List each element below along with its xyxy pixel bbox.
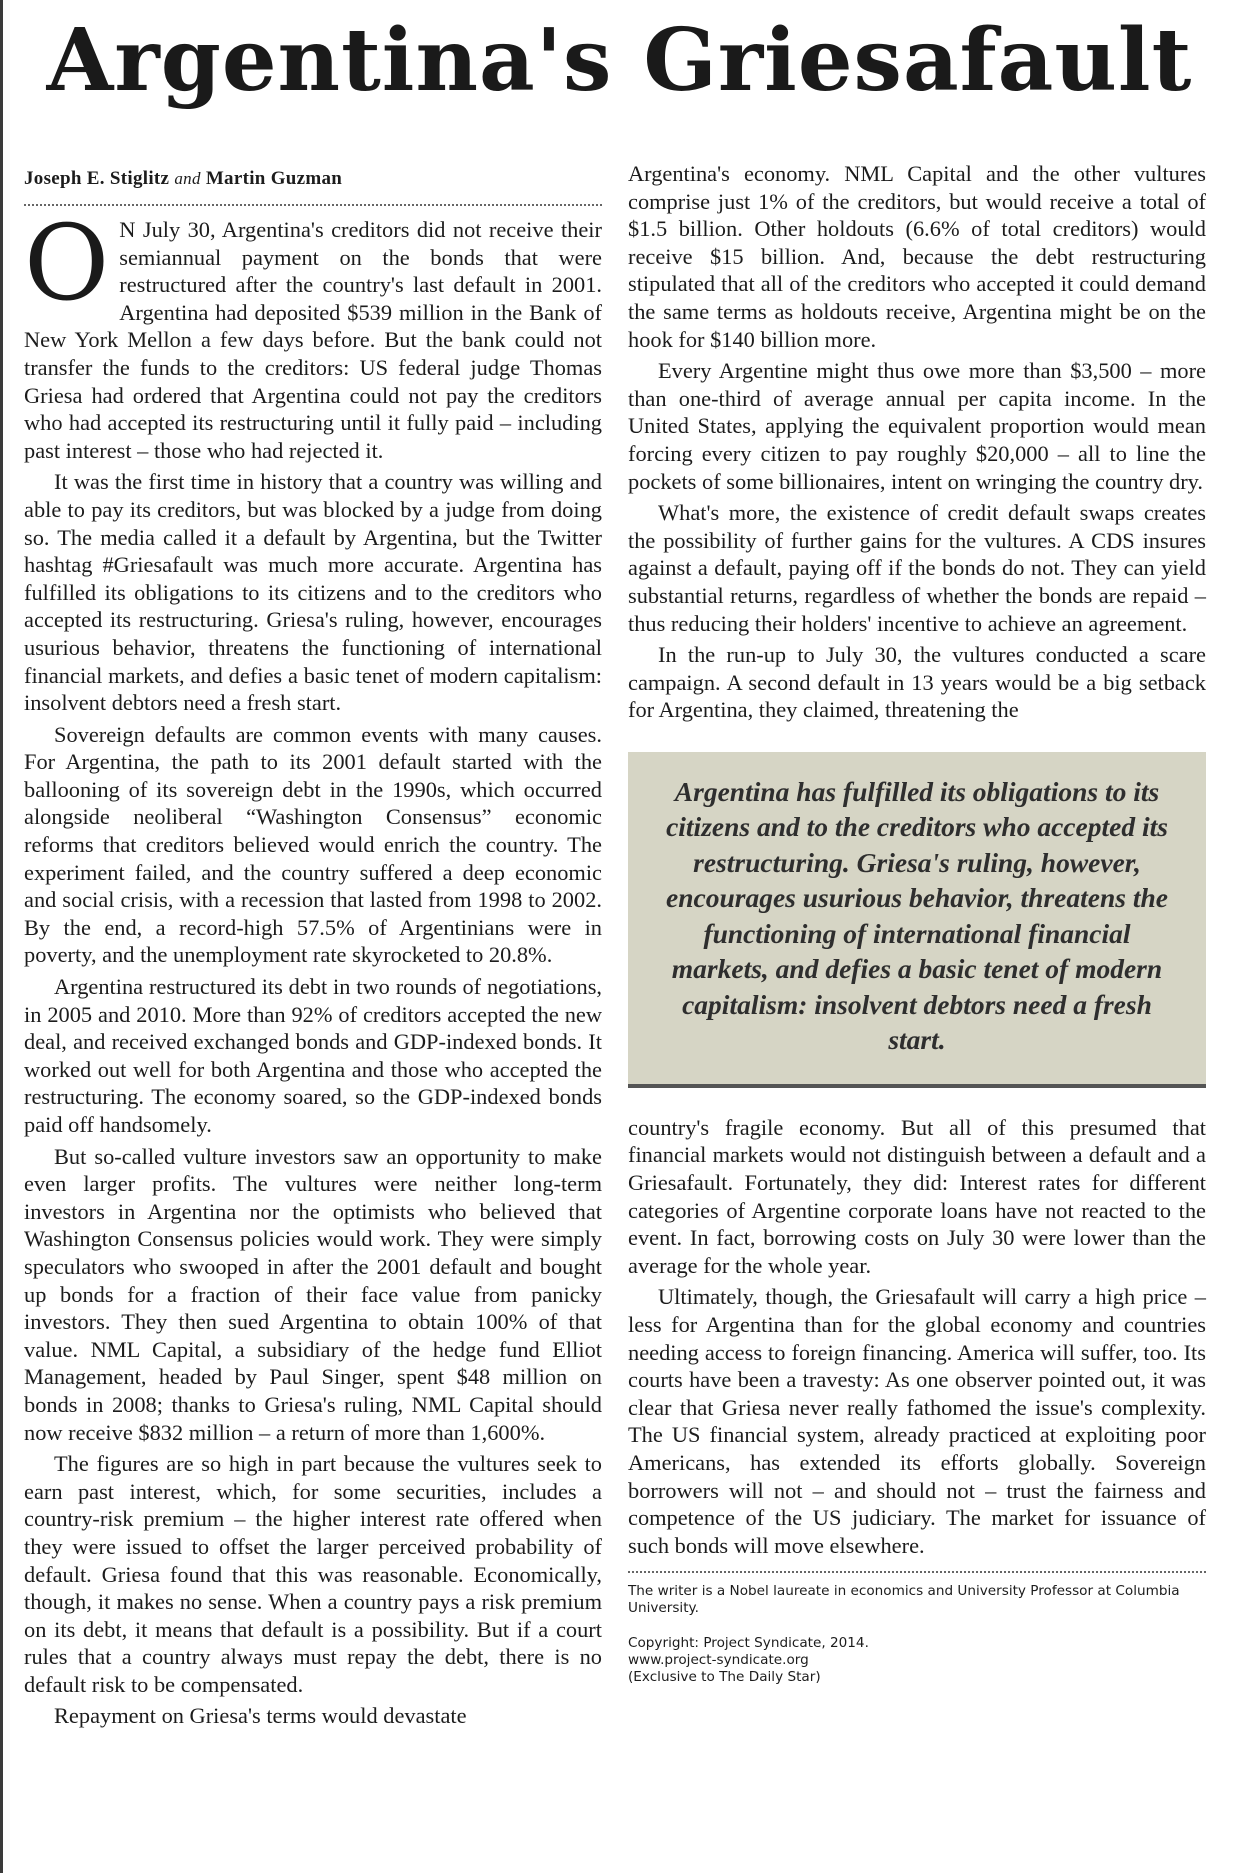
page-left-rule	[0, 0, 3, 1873]
byline-divider	[24, 204, 602, 206]
article-paragraph: country's fragile economy. But all of this presumed that financial markets would not distinguish between a default and a Griesafault. Fortunately, they did: Interest rates for different categories of Argentine corporate loans have not reacted to the event. In fact, borrowing costs on July 30 were lower than the average for the whole year.	[628, 1114, 1206, 1278]
exclusive-note: (Exclusive to The Daily Star)	[628, 1669, 821, 1686]
byline	[24, 166, 602, 192]
writer-note: The writer is a Nobel laureate in economics and University Professor at Columbia University.	[628, 1583, 1180, 1617]
article-paragraph: Argentina's economy. NML Capital and the other vultures comprise just 1% of the creditors, but would receive a total of $1.5 billion. Other holdouts (6.6% of total creditors) would receive $15 billion. And, because the debt restructuring stipulated that all of the creditors who accepted it could demand the same terms as holdouts receive, Argentina might be on the hook for $140 billion more.	[628, 161, 1206, 352]
article-paragraph: It was the first time in history that a country was willing and able to pay its creditors, but was blocked by a judge from doing so. The media called it a default by Argentina, but the Twitter hashtag #Griesafault was much more accurate. Argentina has fulfilled its obligations to its citizens and to the creditors who accepted its restructuring. Griesa's ruling, however, encourages usurious behavior, threatens the functioning of international financial markets, and defies a basic tenet of modern capitalism: insolvent debtors need a fresh start.	[24, 469, 602, 716]
article-column-right	[628, 160, 1206, 1686]
article-paragraph: In the run-up to July 30, the vultures conducted a scare campaign. A second default in 13 years would be a big setback for Argentina, they claimed, threatening the	[628, 642, 1206, 723]
headline: Argentina's Griesafault	[46, 10, 1193, 111]
article-column-left	[24, 160, 602, 1734]
pull-quote: Argentina has fulfilled its obligations to its citizens and to the creditors who accepted its restructuring. Griesa's ruling, however, encourages usurious behavior, threatens the functioning of international financial markets, and defies a basic tenet of modern capitalism: insolvent debtors need a fresh start.	[628, 752, 1206, 1088]
article-paragraph: Ultimately, though, the Griesafault will carry a high price – less for Argentina than for the global economy and countries needing access to foreign financing. America will suffer, too. Its courts have been a travesty: As one observer pointed out, it was clear that Griesa never really fathomed the issue's complexity. The US financial system, already practiced at exploiting poor Americans, has extended its efforts globally. Sovereign borrowers will not – and should not – trust the fairness and competence of the US judiciary. The market for issuance of such bonds will move elsewhere.	[628, 1284, 1206, 1558]
source-url: www.project-syndicate.org	[628, 1652, 809, 1669]
article-paragraph: What's more, the existence of credit default swaps creates the possibility of further gains for the vultures. A CDS insures against a default, paying off if the bonds do not. They can yield substantial returns, regardless of whether the bonds are repaid – thus reducing their holders' incentive to achieve an agreement.	[628, 500, 1206, 636]
drop-cap: O	[24, 202, 110, 324]
article-paragraph: Every Argentine might thus owe more than $3,500 – more than one-third of average annual per capita income. In the United States, applying the equivalent proportion would mean forcing every citizen to pay roughly $20,000 – all to line the pockets of some billionaires, intent on wringing the country dry.	[628, 358, 1206, 494]
copyright-note: Copyright: Project Syndicate, 2014.	[628, 1635, 869, 1652]
article-paragraph: But so-called vulture investors saw an opportunity to make even larger profits. The vultures were neither long-term investors in Argentina nor the optimists who believed that Washington Consensus policies would work. They were simply speculators who swooped in after the 2001 default and bought up bonds for a fraction of their face value from panicky investors. They then sued Argentina to obtain 100% of that value. NML Capital, a subsidiary of the hedge fund Elliot Management, headed by Paul Singer, spent $48 million on bonds in 2008; thanks to Griesa's ruling, NML Capital should now receive $832 million – a return of more than 1,600%.	[24, 1143, 602, 1445]
article-paragraph: Argentina restructured its debt in two rounds of negotiations, in 2005 and 2010. More than 92% of creditors accepted the new deal, and received exchanged bonds and GDP-indexed bonds. It worked out well for both Argentina and those who accepted the restructuring. The economy soared, so the GDP-indexed bonds paid off handsomely.	[24, 974, 602, 1137]
byline-conjunction: and	[174, 169, 201, 188]
article-paragraph: Repayment on Griesa's terms would devastate	[54, 1703, 467, 1729]
author-2: Martin Guzman	[205, 168, 343, 189]
article-paragraph: O N July 30, Argentina's creditors did not receive their semiannual payment on the bonds that were restructured after the country's last default in 2001. Argentina had deposited $539 million in the Bank of New York Mellon a few days before. But the bank could not transfer the funds to the creditors: US federal judge Thomas Griesa had ordered that Argentina could not pay the creditors who had accepted its restructuring until it fully paid – including past interest – those who had rejected it.	[24, 202, 602, 463]
article-paragraph: The figures are so high in part because the vultures seek to earn past interest, which, for some securities, includes a country-risk premium – the higher interest rate offered when they were issued to offset the larger perceived probability of default. Griesa found that this was reasonable. Economically, though, it makes no sense. When a country pays a risk premium on its debt, it means that default is a possibility. But if a court rules that a country always must repay the debt, there is no default risk to be compensated.	[24, 1451, 602, 1697]
article-paragraph: Sovereign defaults are common events with many causes. For Argentina, the path to its 2001 default started with the ballooning of its sovereign debt in the 1990s, which occurred alongside neoliberal “Washington Consensus” economic reforms that creditors believed would enrich the country. The experiment failed, and the country suffered a deep economic and social crisis, with a recession that lasted from 1998 to 2002. By the end, a record-high 57.5% of Argentinians were in poverty, and the unemployment rate skyrocketed to 20.8%.	[24, 721, 602, 968]
author-1: Joseph E. Stiglitz	[24, 168, 170, 189]
footnote-divider	[628, 1571, 1206, 1573]
